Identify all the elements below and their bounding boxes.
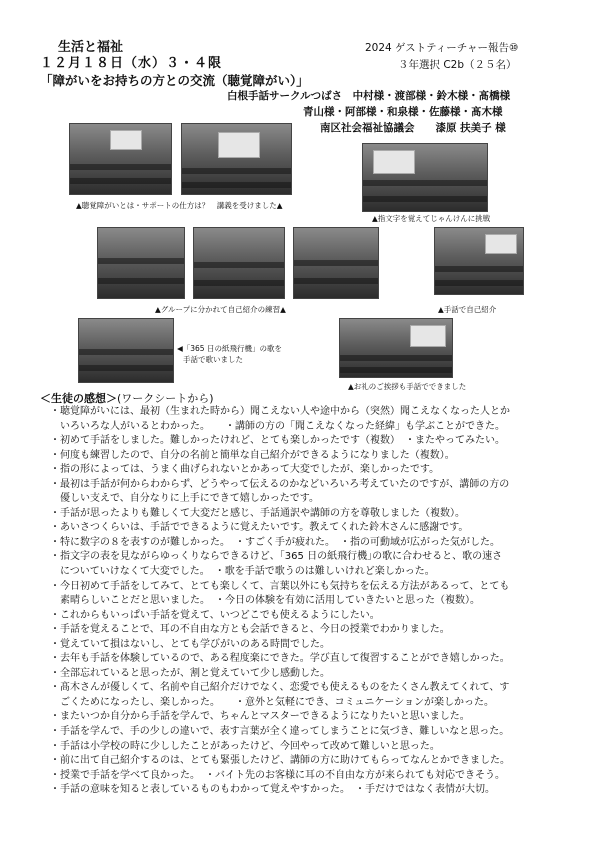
caption-lecture: ▲聴覚障がいとは・サポートの仕方は？ 講義を受けました▲ xyxy=(76,201,283,210)
comments-list xyxy=(50,405,560,798)
comment-line: ・今日初めて手話をしてみて、とても楽しくて、言葉以外にも気持ちを伝える方法があるって、とても xyxy=(50,580,510,592)
comment-line: 優しい支えで、自分なりに上手にできて嬉しかったです。 xyxy=(50,493,319,505)
photo-song xyxy=(78,318,174,383)
comment-line: ・去年も手話を体験しているので、ある程度楽にできた。学び直して復習することができ嬉しかった。 xyxy=(50,653,510,665)
impressions-label: ＜生徒の感想＞ xyxy=(40,392,117,405)
caption-self-intro: ▲手話で自己紹介 xyxy=(438,305,497,314)
comment-line: ・初めて手話をしました。難しかったけれど、とても楽しかったです（複数） ・またやってみたい。 xyxy=(50,435,505,447)
comment-line: についていけなくて大変でした。 ・歌を手話で歌うのは難しいけれど楽しかった。 xyxy=(50,566,435,578)
comment-line: ・指の形によっては、うまく曲げられないとかあって大変でしたが、楽しかったです。 xyxy=(50,464,440,476)
report-number: 2024 ゲストティーチャー報告⑩ xyxy=(365,42,519,54)
guest-line-3: 南区社会福祉協議会 漆原 扶美子 様 xyxy=(320,122,506,134)
comment-line: ・全部忘れていると思ったが、割と覚えていて少し感動した。 xyxy=(50,667,330,679)
caption-song-line2: 手話で歌いました xyxy=(183,355,243,364)
comment-line: ・手話が思ったよりも難しくて大変だと感じ、手話通訳や講師の方を尊敬しました（複数）。 xyxy=(50,507,465,519)
photo-group-2 xyxy=(193,227,285,299)
photo-self-intro xyxy=(434,227,524,295)
comment-line: ・手話の意味を知ると表しているものもわかって覚えやすかった。 ・手だけではなく表情が大切。 xyxy=(50,784,495,796)
comment-line: ・特に数字の８を表すのが難しかった。 ・すごく手が疲れた。 ・指の可動域が広がった気がした。 xyxy=(50,536,500,548)
comment-line: ・指文字の表を見ながらゆっくりならできるけど、｢365 日の紙飛行機｣の歌に合わせると、歌の速さ xyxy=(50,551,503,563)
caption-janken: ▲指文字を覚えてじゃんけんに挑戦 xyxy=(372,214,491,223)
guest-line-1: 白根手話サークルつばさ 中村様・渡部様・鈴木様・髙橋様 xyxy=(227,90,511,102)
impressions-heading xyxy=(40,390,214,406)
photo-lecture-1 xyxy=(69,123,172,195)
caption-song-line1: ◀「365 日の紙飛行機」の歌を xyxy=(177,344,282,353)
comment-line: ・聴覚障がいには、最初（生まれた時から）聞こえない人や途中から（突然）聞こえなくなった人とか xyxy=(50,406,510,417)
comment-line: ・髙木さんが優しくて、名前や自己紹介だけでなく、恋愛でも使えるものをたくさん教えてくれて、す xyxy=(50,682,510,694)
comment-line: ・手話を覚えることで、耳の不自由な方とも会話できると、今日の授業でわかりました。 xyxy=(50,624,450,636)
caption-thanks: ▲お礼のご挨拶も手話でできました xyxy=(348,382,467,391)
comment-line: ・手話を学んで、手の少しの違いで、表す言葉が全く違ってしまうことに気づき、難しいなと思った。 xyxy=(50,726,510,738)
impressions-source: (ワークシートから) xyxy=(117,392,214,405)
comment-line: ・これからもいっぱい手話を覚えて、いつどこでも使えるようにしたい。 xyxy=(50,609,380,621)
subject-title: 生活と福祉 xyxy=(58,40,124,55)
guest-line-2: 青山様・阿部様・和泉様・佐藤様・髙木様 xyxy=(303,106,503,118)
date-line: １２月１８日（水）３・４限 xyxy=(40,56,223,71)
photo-thanks xyxy=(339,318,453,378)
photo-lecture-2 xyxy=(181,123,292,195)
comment-line: ・前に出て自己紹介するのは、とても緊張したけど、講師の方に助けてもらってなんとかできました。 xyxy=(50,755,510,767)
page-title: 「障がいをお持ちの方との交流（聴覚障がい）」 xyxy=(40,73,309,88)
photo-group-1 xyxy=(97,227,185,299)
comment-line: ・手話は小学校の時に少ししたことがあったけど、今回やって改めて難しいと思った。 xyxy=(50,740,440,752)
comment-line: いろいろな人がいるとわかった。 ・講師の方の「聞こえなくなった経緯」も学ぶことができた。 xyxy=(50,420,505,432)
class-info: ３年選択 C2b（２５名） xyxy=(398,59,517,71)
caption-groups: ▲グループに分かれて自己紹介の練習▲ xyxy=(155,305,286,314)
comment-line: ・あいさつくらいは、手話でできるように覚えたいです。教えてくれた鈴木さんに感謝です。 xyxy=(50,522,469,534)
comment-line: ・またいつか自分から手話を学んで、ちゃんとマスターできるようになりたいと思いました。 xyxy=(50,711,470,723)
comment-line: ・最初は手話が何からわからず、どうやって伝えるのかなどいろいろ考えていたのですが、講師の方の xyxy=(50,478,510,490)
comment-line: ・何度も練習したので、自分の名前と簡単な自己紹介ができるようになりました（複数）。 xyxy=(50,449,455,461)
comment-line: ごくためになったし、楽しかった。 ・意外と気軽にでき、コミュニケーションが楽しかった。 xyxy=(50,696,494,708)
comment-line: 素晴らしいことだと思いました。 ・今日の体験を有効に活用していきたいと思った（複数）。 xyxy=(50,595,480,607)
comment-line: ・覚えていて損はないし、とても学びがいのある時間でした。 xyxy=(50,638,330,650)
comment-line: ・授業で手話を学べて良かった。 ・バイト先のお客様に耳の不自由な方が来られても対応できそう。 xyxy=(50,769,505,781)
photo-group-3 xyxy=(293,227,379,299)
photo-janken xyxy=(362,143,488,212)
